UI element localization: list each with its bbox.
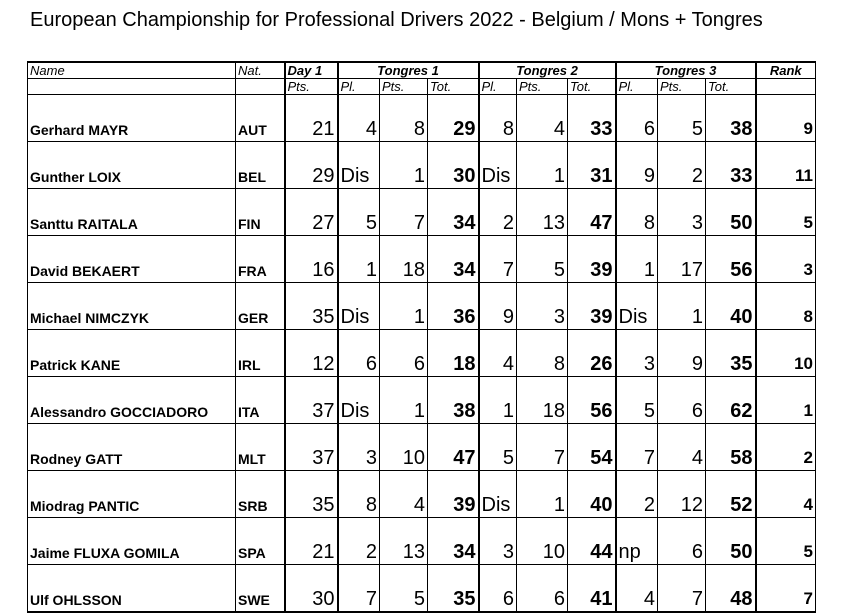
- table-row: [28, 565, 816, 613]
- header-tongres-2: Tongres 2: [479, 62, 616, 79]
- nationality: SWE: [236, 565, 285, 613]
- tongres-1-place: 6: [338, 330, 380, 377]
- day1-points: 35: [285, 471, 338, 518]
- tongres-3-total: 40: [706, 283, 756, 330]
- day1-points: 12: [285, 330, 338, 377]
- tongres-1-points: 10: [380, 424, 428, 471]
- tongres-3-total: 33: [706, 142, 756, 189]
- tongres-1-place: 8: [338, 471, 380, 518]
- header-row-1: [28, 62, 816, 79]
- header-rank: Rank: [756, 62, 816, 79]
- driver-name: David BEKAERT: [28, 236, 236, 283]
- header-tongres-3: Tongres 3: [616, 62, 756, 79]
- tongres-1-place: 5: [338, 189, 380, 236]
- day1-points: 35: [285, 283, 338, 330]
- nationality: SRB: [236, 471, 285, 518]
- nationality: FRA: [236, 236, 285, 283]
- rank: 3: [756, 236, 816, 283]
- tongres-3-total: 62: [706, 377, 756, 424]
- day1-points: 27: [285, 189, 338, 236]
- tongres-2-points: 13: [517, 189, 568, 236]
- rank: 10: [756, 330, 816, 377]
- driver-name: Ulf OHLSSON: [28, 565, 236, 613]
- header-t1-tot: Tot.: [428, 79, 479, 95]
- header-day1-pts: Pts.: [285, 79, 338, 95]
- day1-points: 30: [285, 565, 338, 613]
- tongres-1-total: 39: [428, 471, 479, 518]
- table-row: [28, 377, 816, 424]
- tongres-2-total: 44: [568, 518, 616, 565]
- tongres-2-points: 10: [517, 518, 568, 565]
- header-t3-tot: Tot.: [706, 79, 756, 95]
- tongres-2-place: 9: [479, 283, 517, 330]
- tongres-2-total: 26: [568, 330, 616, 377]
- tongres-3-total: 48: [706, 565, 756, 613]
- tongres-2-total: 47: [568, 189, 616, 236]
- nationality: SPA: [236, 518, 285, 565]
- tongres-1-place: Dis: [338, 283, 380, 330]
- tongres-3-total: 56: [706, 236, 756, 283]
- tongres-2-points: 7: [517, 424, 568, 471]
- tongres-1-points: 7: [380, 189, 428, 236]
- tongres-2-points: 5: [517, 236, 568, 283]
- tongres-2-points: 1: [517, 471, 568, 518]
- tongres-3-points: 6: [658, 377, 706, 424]
- tongres-1-total: 18: [428, 330, 479, 377]
- tongres-1-total: 34: [428, 518, 479, 565]
- nationality: IRL: [236, 330, 285, 377]
- header-blank-rank: [756, 79, 816, 95]
- tongres-3-place: 2: [616, 471, 658, 518]
- tongres-2-total: 54: [568, 424, 616, 471]
- driver-name: Gerhard MAYR: [28, 95, 236, 142]
- header-nat: Nat.: [236, 62, 285, 79]
- tongres-3-place: 1: [616, 236, 658, 283]
- header-tongres-1: Tongres 1: [338, 62, 479, 79]
- tongres-3-total: 35: [706, 330, 756, 377]
- day1-points: 21: [285, 95, 338, 142]
- driver-name: Miodrag PANTIC: [28, 471, 236, 518]
- header-t3-pts: Pts.: [658, 79, 706, 95]
- tongres-2-place: Dis: [479, 142, 517, 189]
- tongres-2-place: 8: [479, 95, 517, 142]
- tongres-3-points: 4: [658, 424, 706, 471]
- tongres-2-place: 6: [479, 565, 517, 613]
- results-table: [27, 61, 816, 613]
- tongres-2-points: 18: [517, 377, 568, 424]
- tongres-1-points: 1: [380, 142, 428, 189]
- tongres-1-points: 8: [380, 95, 428, 142]
- tongres-2-points: 4: [517, 95, 568, 142]
- tongres-3-points: 17: [658, 236, 706, 283]
- tongres-3-points: 5: [658, 95, 706, 142]
- tongres-1-place: 2: [338, 518, 380, 565]
- tongres-1-place: 3: [338, 424, 380, 471]
- tongres-3-total: 50: [706, 189, 756, 236]
- tongres-1-points: 13: [380, 518, 428, 565]
- driver-name: Rodney GATT: [28, 424, 236, 471]
- tongres-3-points: 1: [658, 283, 706, 330]
- tongres-3-points: 12: [658, 471, 706, 518]
- nationality: GER: [236, 283, 285, 330]
- header-name: Name: [28, 62, 236, 79]
- tongres-1-total: 38: [428, 377, 479, 424]
- tongres-1-total: 34: [428, 189, 479, 236]
- tongres-2-points: 6: [517, 565, 568, 613]
- rank: 4: [756, 471, 816, 518]
- tongres-3-points: 7: [658, 565, 706, 613]
- tongres-3-place: 4: [616, 565, 658, 613]
- tongres-3-place: 5: [616, 377, 658, 424]
- tongres-3-place: 9: [616, 142, 658, 189]
- table-row: [28, 283, 816, 330]
- driver-name: Patrick KANE: [28, 330, 236, 377]
- tongres-3-place: 6: [616, 95, 658, 142]
- table-row: [28, 330, 816, 377]
- header-blank-nat: [236, 79, 285, 95]
- tongres-2-total: 40: [568, 471, 616, 518]
- header-t3-pl: Pl.: [616, 79, 658, 95]
- tongres-2-place: Dis: [479, 471, 517, 518]
- tongres-1-place: Dis: [338, 377, 380, 424]
- driver-name: Santtu RAITALA: [28, 189, 236, 236]
- tongres-2-place: 1: [479, 377, 517, 424]
- tongres-3-total: 52: [706, 471, 756, 518]
- tongres-3-place: 7: [616, 424, 658, 471]
- rank: 5: [756, 189, 816, 236]
- tongres-3-points: 9: [658, 330, 706, 377]
- tongres-1-place: 1: [338, 236, 380, 283]
- table-row: [28, 142, 816, 189]
- tongres-3-total: 50: [706, 518, 756, 565]
- nationality: AUT: [236, 95, 285, 142]
- header-t2-pts: Pts.: [517, 79, 568, 95]
- nationality: MLT: [236, 424, 285, 471]
- tongres-2-total: 39: [568, 283, 616, 330]
- tongres-2-total: 41: [568, 565, 616, 613]
- table-row: [28, 424, 816, 471]
- tongres-1-points: 5: [380, 565, 428, 613]
- tongres-3-points: 2: [658, 142, 706, 189]
- header-t2-tot: Tot.: [568, 79, 616, 95]
- tongres-2-points: 3: [517, 283, 568, 330]
- day1-points: 29: [285, 142, 338, 189]
- tongres-3-place: Dis: [616, 283, 658, 330]
- tongres-2-total: 39: [568, 236, 616, 283]
- rank: 1: [756, 377, 816, 424]
- tongres-1-points: 6: [380, 330, 428, 377]
- tongres-2-place: 7: [479, 236, 517, 283]
- table-row: [28, 95, 816, 142]
- driver-name: Alessandro GOCCIADORO: [28, 377, 236, 424]
- tongres-2-place: 2: [479, 189, 517, 236]
- tongres-1-total: 30: [428, 142, 479, 189]
- tongres-1-place: 4: [338, 95, 380, 142]
- tongres-2-place: 4: [479, 330, 517, 377]
- tongres-1-place: Dis: [338, 142, 380, 189]
- driver-name: Michael NIMCZYK: [28, 283, 236, 330]
- tongres-3-place: np: [616, 518, 658, 565]
- table-row: [28, 189, 816, 236]
- tongres-1-total: 47: [428, 424, 479, 471]
- day1-points: 16: [285, 236, 338, 283]
- tongres-3-points: 6: [658, 518, 706, 565]
- tongres-1-points: 1: [380, 377, 428, 424]
- tongres-1-points: 4: [380, 471, 428, 518]
- table-row: [28, 471, 816, 518]
- tongres-1-total: 35: [428, 565, 479, 613]
- nationality: FIN: [236, 189, 285, 236]
- header-t2-pl: Pl.: [479, 79, 517, 95]
- tongres-2-points: 8: [517, 330, 568, 377]
- nationality: BEL: [236, 142, 285, 189]
- tongres-1-points: 1: [380, 283, 428, 330]
- tongres-1-total: 34: [428, 236, 479, 283]
- day1-points: 37: [285, 377, 338, 424]
- header-blank-name: [28, 79, 236, 95]
- table-row: [28, 518, 816, 565]
- tongres-3-total: 58: [706, 424, 756, 471]
- rank: 8: [756, 283, 816, 330]
- tongres-2-place: 3: [479, 518, 517, 565]
- tongres-2-total: 33: [568, 95, 616, 142]
- tongres-1-total: 36: [428, 283, 479, 330]
- tongres-1-total: 29: [428, 95, 479, 142]
- rank: 5: [756, 518, 816, 565]
- tongres-3-points: 3: [658, 189, 706, 236]
- rank: 2: [756, 424, 816, 471]
- header-t1-pts: Pts.: [380, 79, 428, 95]
- tongres-2-points: 1: [517, 142, 568, 189]
- driver-name: Gunther LOIX: [28, 142, 236, 189]
- day1-points: 37: [285, 424, 338, 471]
- day1-points: 21: [285, 518, 338, 565]
- tongres-1-place: 7: [338, 565, 380, 613]
- tongres-2-total: 31: [568, 142, 616, 189]
- tongres-3-place: 3: [616, 330, 658, 377]
- tongres-3-place: 8: [616, 189, 658, 236]
- nationality: ITA: [236, 377, 285, 424]
- rank: 9: [756, 95, 816, 142]
- header-t1-pl: Pl.: [338, 79, 380, 95]
- tongres-3-total: 38: [706, 95, 756, 142]
- table-row: [28, 236, 816, 283]
- header-row-2: [28, 79, 816, 95]
- tongres-2-place: 5: [479, 424, 517, 471]
- tongres-1-points: 18: [380, 236, 428, 283]
- tongres-2-total: 56: [568, 377, 616, 424]
- rank: 11: [756, 142, 816, 189]
- header-day1: Day 1: [285, 62, 338, 79]
- rank: 7: [756, 565, 816, 613]
- document-title: European Championship for Professional Drivers 2022 - Belgium / Mons + Tongres: [30, 9, 763, 31]
- driver-name: Jaime FLUXA GOMILA: [28, 518, 236, 565]
